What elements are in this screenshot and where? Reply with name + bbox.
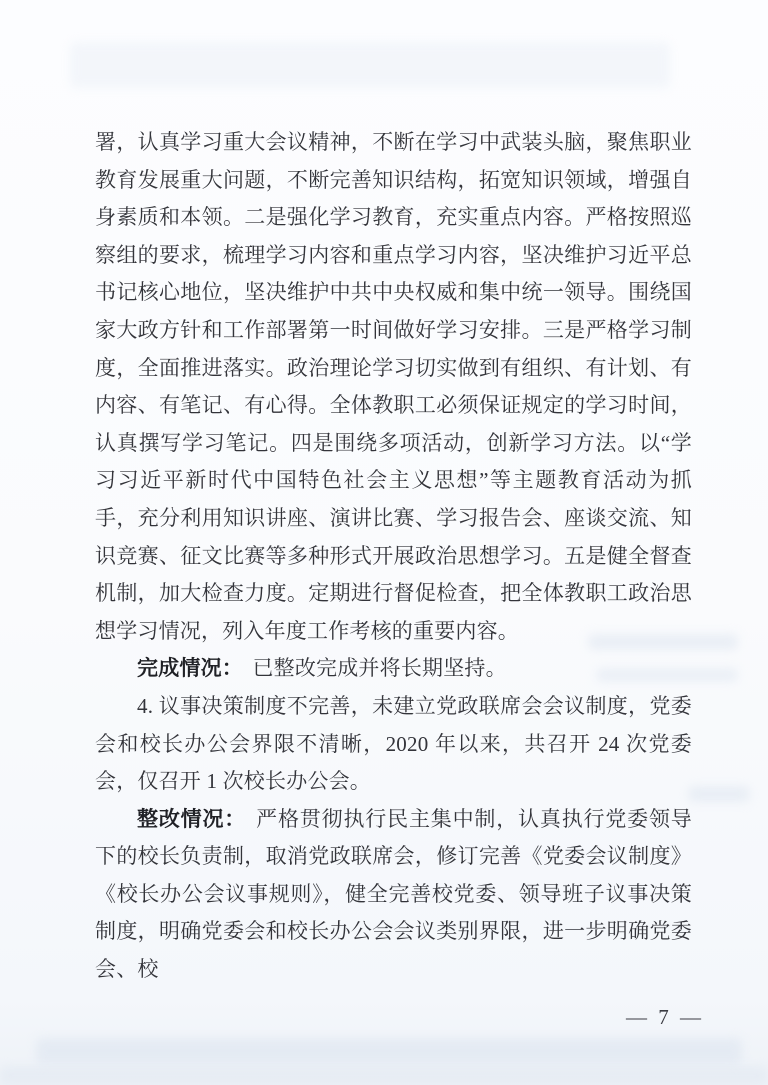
bleed-through-artifact	[70, 42, 670, 88]
paragraph-continuation: 署，认真学习重大会议精神，不断在学习中武装头脑，聚焦职业教育发展重大问题，不断完善知识结构，拓宽知识领域，增强自身素质和本领。二是强化学习教育，充实重点内容。严格按照巡察组的要求，梳理学习内容和重点学习内容，坚决维护习近平总书记核心地位，坚决维护中共中央权威和集中统一领导。围绕国家大政方针和工作部署第一时间做好学习安排。三是严格学习制度，全面推进落实。政治理论学习切实做到有组织、有计划、有内容、有笔记、有心得。全体教职工必须保证规定的学习时间，认真撰写学习笔记。四是围绕多项活动，创新学习方法。以“学习习近平新时代中国特色社会主义思想”等主题教育活动为抓手，充分利用知识讲座、演讲比赛、学习报告会、座谈交流、知识竞赛、征文比赛等多种形式开展政治思想学习。五是健全督查机制，加大检查力度。定期进行督促检查，把全体教职工政治思想学习情况，列入年度工作考核的重要内容。	[95, 130, 692, 643]
rectification-status-label: 整改情况：	[137, 807, 247, 831]
bleed-through-artifact	[688, 786, 750, 802]
completion-status-text: 已整改完成并将长期坚持。	[252, 656, 507, 681]
rectification-status-text: 严格贯彻执行民主集中制，认真执行党委领导下的校长负责制，取消党政联席会，修订完善《党委会议制度》《校长办公会议事规则》，健全完善校党委、领导班子议事决策制度，明确党委会和校长办公会会议类别界限，进一步明确党委会、校	[95, 806, 693, 982]
paragraph-rectification-status	[95, 801, 692, 989]
completion-status-label: 完成情况：	[137, 657, 243, 681]
body-text	[95, 124, 692, 989]
bleed-through-artifact	[0, 1066, 768, 1085]
paragraph-issue-item-4: 4. 议事决策制度不完善，未建立党政联席会会议制度，党委会和校长办公会界限不清晰，2020 年以来，共召开 24 次党委会，仅召开 1 次校长办公会。	[95, 693, 692, 794]
bleed-through-artifact	[36, 1038, 742, 1064]
page-number: — 7 —	[626, 1005, 704, 1029]
paragraph-completion-status	[95, 650, 692, 688]
